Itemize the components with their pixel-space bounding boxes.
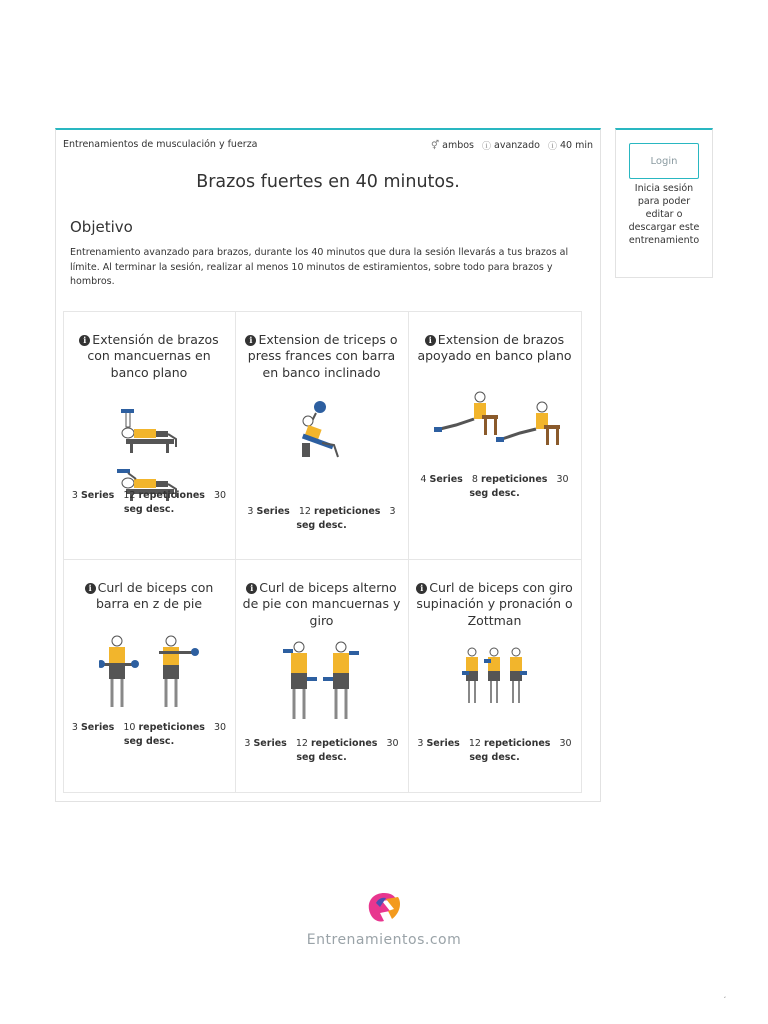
info-icon[interactable]: i [416,583,427,594]
exercise-stats: 3 Series 12 repeticiones 3 seg desc. [247,505,396,531]
exercise-title[interactable] [409,312,581,365]
info-icon[interactable]: i [79,335,90,346]
category-label: Entrenamientos de musculación y fuerza [63,139,258,150]
login-hint: Inicia sesión para poder editar o descargar este entrenamiento [628,183,700,246]
exercise-card[interactable] [235,311,409,560]
exercise-illustration [292,399,352,459]
info-icon[interactable]: i [245,335,256,346]
exercise-title[interactable] [236,312,408,382]
exercise-name[interactable]: Extension de triceps o press frances con barra en banco inclinado [247,331,398,380]
brand-logo [0,889,768,929]
page-mark: ‘ [724,996,726,1003]
exercise-stats: 3 Series 12 repeticiones 30 seg desc. [244,737,399,763]
exercise-stats: 3 Series 12 repeticiones 30 seg desc. [71,489,227,515]
objective-heading: Objetivo [70,218,133,236]
workout-meta-bar [63,139,593,153]
duration-value: 40 min [559,140,593,151]
objective-text: Entrenamiento avanzado para brazos, durante los 40 minutos que dura la sesión llevarás a tus brazos al límite. Al terminar la sesión, realizar al menos 10 minutos de estiramientos, sobre todo para brazos y hombros. [70,247,569,287]
exercise-illustration [277,641,367,723]
duration-meta [548,139,593,152]
exercise-card[interactable] [235,559,409,793]
info-icon[interactable]: i [85,583,96,594]
exercise-illustration [99,635,199,715]
exercise-stats: 3 Series 10 repeticiones 30 seg desc. [71,721,227,747]
workout-card [55,128,601,802]
meta-group [431,139,593,152]
exercise-card[interactable] [408,311,582,560]
exercise-title[interactable] [64,560,235,613]
gender-meta [431,140,474,151]
clock-icon: ⓘ [547,142,557,152]
exercise-illustration [430,389,560,453]
info-circle-icon: ⓘ [482,142,492,152]
exercise-title[interactable] [409,560,581,630]
info-icon[interactable]: i [425,335,436,346]
level-meta [482,139,540,152]
exercise-grid [63,311,581,792]
exercise-card[interactable] [63,311,236,560]
gender-value: ambos [442,140,474,151]
level-value: avanzado [494,140,540,151]
exercise-stats: 3 Series 12 repeticiones 30 seg desc. [417,737,572,763]
exercise-name[interactable]: Curl de biceps con giro supinación y pronación o Zottman [416,579,573,628]
brand-logo-icon [362,889,406,925]
exercise-name[interactable]: Curl de biceps alterno de pie con mancuernas y giro [242,579,401,628]
gender-icon: ⚥ [430,140,440,151]
exercise-name[interactable]: Extensión de brazos con mancuernas en banco plano [87,331,219,380]
brand-name: Entrenamientos.com [306,932,462,948]
page-title: Brazos fuertes en 40 minutos. [196,172,460,192]
login-panel [615,128,713,278]
exercise-title[interactable] [64,312,235,382]
exercise-name[interactable]: Curl de biceps con barra en z de pie [95,579,214,611]
exercise-stats: 4 Series 8 repeticiones 30 seg desc. [420,473,569,499]
login-button[interactable]: Login [629,143,699,179]
exercise-name[interactable]: Extension de brazos apoyado en banco plano [417,331,572,363]
exercise-card[interactable] [63,559,236,793]
exercise-card[interactable] [408,559,582,793]
exercise-title[interactable] [236,560,408,630]
exercise-illustration [460,647,530,707]
info-icon[interactable]: i [246,583,257,594]
